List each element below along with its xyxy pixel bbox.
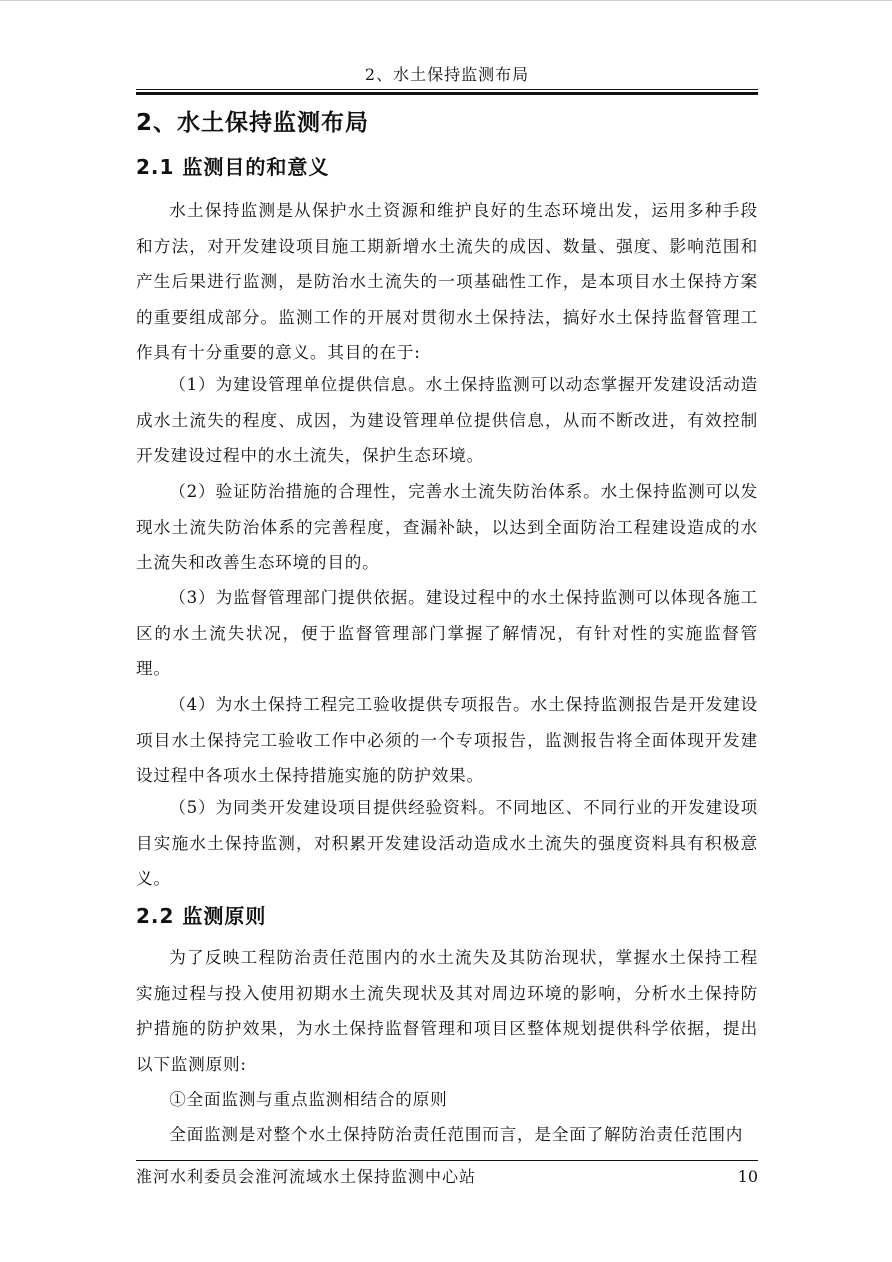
subsection-heading-2-2: 2.2 监测原则 [136,904,267,928]
paragraph-principles-intro: 为了反映工程防治责任范围内的水土流失及其防治现状，掌握水土保持工程实施过程与投入使用初期水土流失现状及其对周边环境的影响，分析水土保持防护措施的防护效果，为水土保持监督管理和项目区整体规划提供科学依据，提出以下监测原则: [136,948,758,1074]
header-rule-thin [136,89,758,90]
paragraph-item-3: （3）为监督管理部门提供依据。建设过程中的水土保持监测可以体现各施工区的水土流失状况，便于监督管理部门掌握了解情况，有针对性的实施监督管理。 [136,588,758,678]
subsection-heading-2-1: 2.1 监测目的和意义 [136,155,330,179]
paragraph-principle-1-title: ①全面监测与重点监测相结合的原则 [169,1090,448,1109]
paragraph-purpose-intro: 水土保持监测是从保护水土资源和维护良好的生态环境出发，运用多种手段和方法，对开发建设项目施工期新增水土流失的成因、数量、强度、影响范围和产生后果进行监测，是防治水土流失的一项基础性工作，是本项目水土保持方案的重要组成部分。监测工作的开展对贯彻水土保持法，搞好水土保持监督管理工作具有十分重要的意义。其目的在于: [136,201,758,362]
paragraph-item-4: （4）为水土保持工程完工验收提供专项报告。水土保持监测报告是开发建设项目水土保持完工验收工作中必须的一个专项报告，监测报告将全面体现开发建设过程中各项水土保持措施实施的防护效果。 [136,695,758,785]
paragraph-principle-1-text: 全面监测是对整个水土保持防治责任范围而言，是全面了解防治责任范围内 [169,1125,744,1144]
paragraph-item-5: （5）为同类开发建设项目提供经验资料。不同地区、不同行业的开发建设项目实施水土保持监测，对积累开发建设活动造成水土流失的强度资料具有积极意义。 [136,798,758,888]
paragraph-item-1: （1）为建设管理单位提供信息。水土保持监测可以动态掌握开发建设活动造成水土流失的程度、成因，为建设管理单位提供信息，从而不断改进，有效控制开发建设过程中的水土流失，保护生态环境。 [136,375,758,465]
header-rule-thick [136,92,758,95]
paragraph-item-2: （2）验证防治措施的合理性，完善水土流失防治体系。水土保持监测可以发现水土流失防治体系的完善程度，查漏补缺，以达到全面防治工程建设造成的水土流失和改善生态环境的目的。 [136,482,758,572]
running-header-title: 2、水土保持监测布局 [364,65,530,84]
page-number: 10 [737,1167,758,1186]
footer-organization: 淮河水利委员会淮河流域水土保持监测中心站 [136,1167,477,1186]
footer-rule [136,1160,758,1161]
section-heading: 2、水土保持监测布局 [136,110,370,136]
page-top-border [0,0,892,1]
